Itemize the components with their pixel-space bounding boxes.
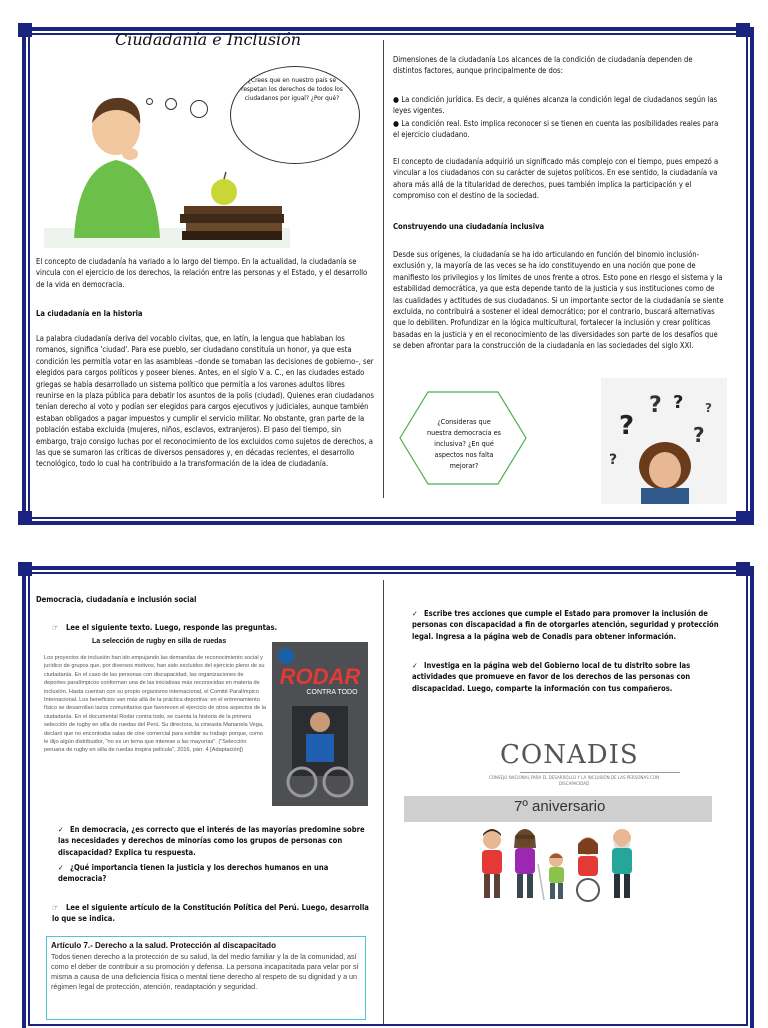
task-2: ✓ Investiga en la página web del Gobierno local de tu distrito sobre las actividades que promueve en favor de los derechos de las personas con discapacidad. Luego, comparte la información con tus compañeros. (412, 661, 691, 693)
article-title: Artículo 7.- Derecho a la salud. Protección al discapacitado (51, 941, 276, 950)
check-icon: ✓ (412, 661, 418, 670)
frame-corner (18, 562, 32, 576)
card-title: La selección de rugby en silla de ruedas (92, 638, 227, 645)
frame-corner (736, 511, 750, 525)
logo-rule (520, 772, 680, 773)
question-1: ✓ En democracia, ¿es correcto que el interés de las mayorías predomine sobre las necesidades y derechos de minorías como los grupos de personas con discapacidad? Explica tu respuesta. (58, 825, 365, 857)
thought-dot (165, 98, 177, 110)
rugby-reading-card (44, 632, 372, 808)
question-mark-icon: ? (693, 423, 705, 447)
people-illustration (470, 824, 650, 904)
thought-dot (146, 98, 153, 105)
frame-corner (18, 511, 32, 525)
section-heading: Democracia, ciudadanía e inclusión social (36, 595, 197, 604)
dimension-legal: ● La condición jurídica. Es decir, a quiénes alcanza la condición legal de ciudadanos según las leyes vigentes. (393, 95, 718, 116)
conadis-logo: CONADIS (500, 740, 639, 770)
frame-corner (736, 562, 750, 576)
check-icon: ✓ (58, 863, 64, 872)
rodar-poster-image (272, 642, 368, 806)
question-mark-icon: ? (705, 401, 712, 415)
task-1: ✓ Escribe tres acciones que cumple el Estado para promover la inclusión de personas con discapacidad a fin de otorgarles atención, seguridad y protección legal. Ingresa a la página web de Conadis para obtener información. (412, 609, 719, 641)
question-mark-icon: ? (619, 411, 635, 441)
intro-paragraph: El concepto de ciudadanía ha variado a lo largo del tiempo. En la actualidad, la ciudadanía se vincula con el ejercicio de los derechos, la relación entre las personas y el Estado, y el desarrollo de la vida en democracia. (36, 257, 368, 289)
article-box (46, 936, 366, 1020)
bubble-question: ¿Crees que en nuestro país se respetan los derechos de todos los ciudadanos por igual? ¿Por qué? (241, 76, 343, 102)
question-mark-icon: ? (609, 452, 618, 468)
hexagon-question: ¿Consideras que nuestra democracia es inclusiva? ¿En qué aspectos nos falta mejorar? (427, 417, 501, 470)
inclusive-paragraph: Desde sus orígenes, la ciudadanía se ha ido articulando en función del binomio inclusión-exclusión y, la mayoría de las veces se ha ido constituyendo en una noción que pone de manifiesto los privilegios y los límites de unos frente a otros. Esto pone en riesgo el sistema y la estabilidad democrática, ya que esta depende tanto de la justicia y sus instituciones como de las cualidades y actitudes de sus ciudadanos. Si un importante sector de la ciudadanía se siente excluida, no contribuirá a sostener el ideal democrático; por el contrario, buscará alternativas que lo debiliten. Profundizar en la lógica multicultural, fortalecer la inclusión y crear políticas basadas en la justicia y en el reconocimiento de las diversidades son parte de los desafíos que se deben afrontar para la construcción de la ciudadanía en las sociedades del siglo XXI. (393, 250, 724, 351)
page-title: Ciudadanía e Inclusión (115, 30, 302, 49)
poster-subtitle: CONTRA TODO (306, 689, 358, 696)
thought-dot (190, 100, 208, 118)
history-heading: La ciudadanía en la historia (36, 309, 143, 318)
question-2: ✓ ¿Qué importancia tienen la justicia y los derechos humanos en una democracia? (58, 863, 329, 884)
dimension-real: ● La condición real. Esto implica reconocer si se tienen en cuenta las posibilidades reales para el ejercicio ciudadano. (393, 119, 719, 140)
instruction-read-text: ☞ Lee el siguiente texto. Luego, responde las preguntas. (52, 623, 278, 632)
hand-pointer-icon: ☞ (52, 903, 59, 912)
inclusive-heading: Construyendo una ciudadanía inclusiva (393, 222, 545, 231)
question-mark-icon: ? (673, 392, 684, 413)
concept-paragraph: El concepto de ciudadanía adquirió un significado más complejo con el tiempo, pues empezó a vincular a los ciudadanos con su carácter de sujetos políticos. En ese sentido, la ciudadanía va ahora más allá de la titularidad de derechos, pues también implica la participación y el compromiso con el destino de la sociedad. (393, 157, 719, 201)
question-mark-icon: ? (649, 393, 662, 418)
anniversary-text: 7º aniversario (514, 798, 606, 815)
frame-corner (736, 23, 750, 37)
conadis-subtitle: CONSEJO NACIONAL PARA EL DESARROLLO Y LA INCLUSIÓN DE LAS PERSONAS CON DISCAPACIDAD (488, 776, 660, 787)
girl-questions-image (601, 378, 727, 504)
poster-title: RODAR (279, 664, 361, 689)
check-icon: ✓ (58, 825, 64, 834)
column-divider (383, 40, 384, 498)
article-body: Todos tienen derecho a la protección de su salud, la del medio familiar y la de la comunidad, así como el deber de contribuir a su promoción y defensa. La persona incapacitada para velar por sí misma a causa de una deficiencia física o mental tiene derecho al respeto de su dignidad y a un régimen legal de protección, atención, readaptación y seguridad. (51, 952, 359, 991)
hand-pointer-icon: ☞ (52, 623, 59, 632)
dimensions-paragraph: Dimensiones de la ciudadanía Los alcances de la condición de ciudadanía dependen de distintos factores, aunque principalmente de dos: (393, 55, 693, 76)
frame-corner (18, 23, 32, 37)
history-paragraph: La palabra ciudadanía deriva del vocablo civitas, que, en latín, la lengua que hablaban los romanos, significa 'ciudad'. Para ese pueblo, ser ciudadano constituía un honor, ya que esta condición les permitía votar en las asambleas –donde se tomaban las decisiones de gobierno–, ser elegidos para cargos políticos y poseer bienes. Antes, en el siglo V a. C., en las ciudades estado griegas se había desarrollado un sistema político que permitía a los varones adultos libres reunirse en la plaza pública para debatir los asuntos de la polis (ciudad). Quienes eran ciudadanos tenían derecho al voto y podían ser elegidos para cargos ejecutivos y judiciales, aunque también estaban obligados a pagar impuestos y cumplir el servicio militar. No obstante, gran parte de la población estaba excluida (mujeres, niños, esclavos, extranjeros). El paso del tiempo, sin embargo, trajo consigo luchas por el reconocimiento de los excluidos como sujetos de derechos, a las que se sumaron las críticas de diversos pensadores y, en décadas recientes, el desarrollo tecnológico, todo lo cual ha contribuido a la transformación de la idea de ciudadanía. (36, 334, 374, 469)
check-icon: ✓ (412, 609, 418, 618)
anniversary-banner (404, 796, 712, 822)
column-divider (383, 580, 384, 1024)
card-body: Los proyectos de inclusión han ido empujando las demandas de reconocimiento social y jurídico de grupos que, por diversos motivos, han sido excluidos del ejercicio pleno de su ciudadanía. En el caso de las personas con discapacidad, las organizaciones de deportes paralímpicos conforman una de las iniciativas más reconocidas en materia de inclusión. Hasta cuentan con su propio organismo internacional, el Comité Paralímpico Internacional. Los beneficios van más allá de la práctica deportiva: en el entrenamiento físico se desarrollan lazos comunitarios que favorecen el ejercicio de otros aspectos de la ciudadanía. En el documental Rodar contra todo, se cuenta la historia de la primera selección de rugby en silla de ruedas del Perú. Su directora, la cineasta Marianela Vega, declaró que no encontraba salas de cine comercial para exhibir su trabajo porque, como le dijo algún distribuidor, "no es un tema que interese a las mayorías". ("Selección peruana de rugby en silla de ruedas inspira película", 2016, párr. 4 [Adaptación]) (44, 655, 267, 754)
instruction-read-article: ☞ Lee el siguiente artículo de la Constitución Política del Perú. Luego, desarrolla lo que se indica. (52, 903, 369, 924)
